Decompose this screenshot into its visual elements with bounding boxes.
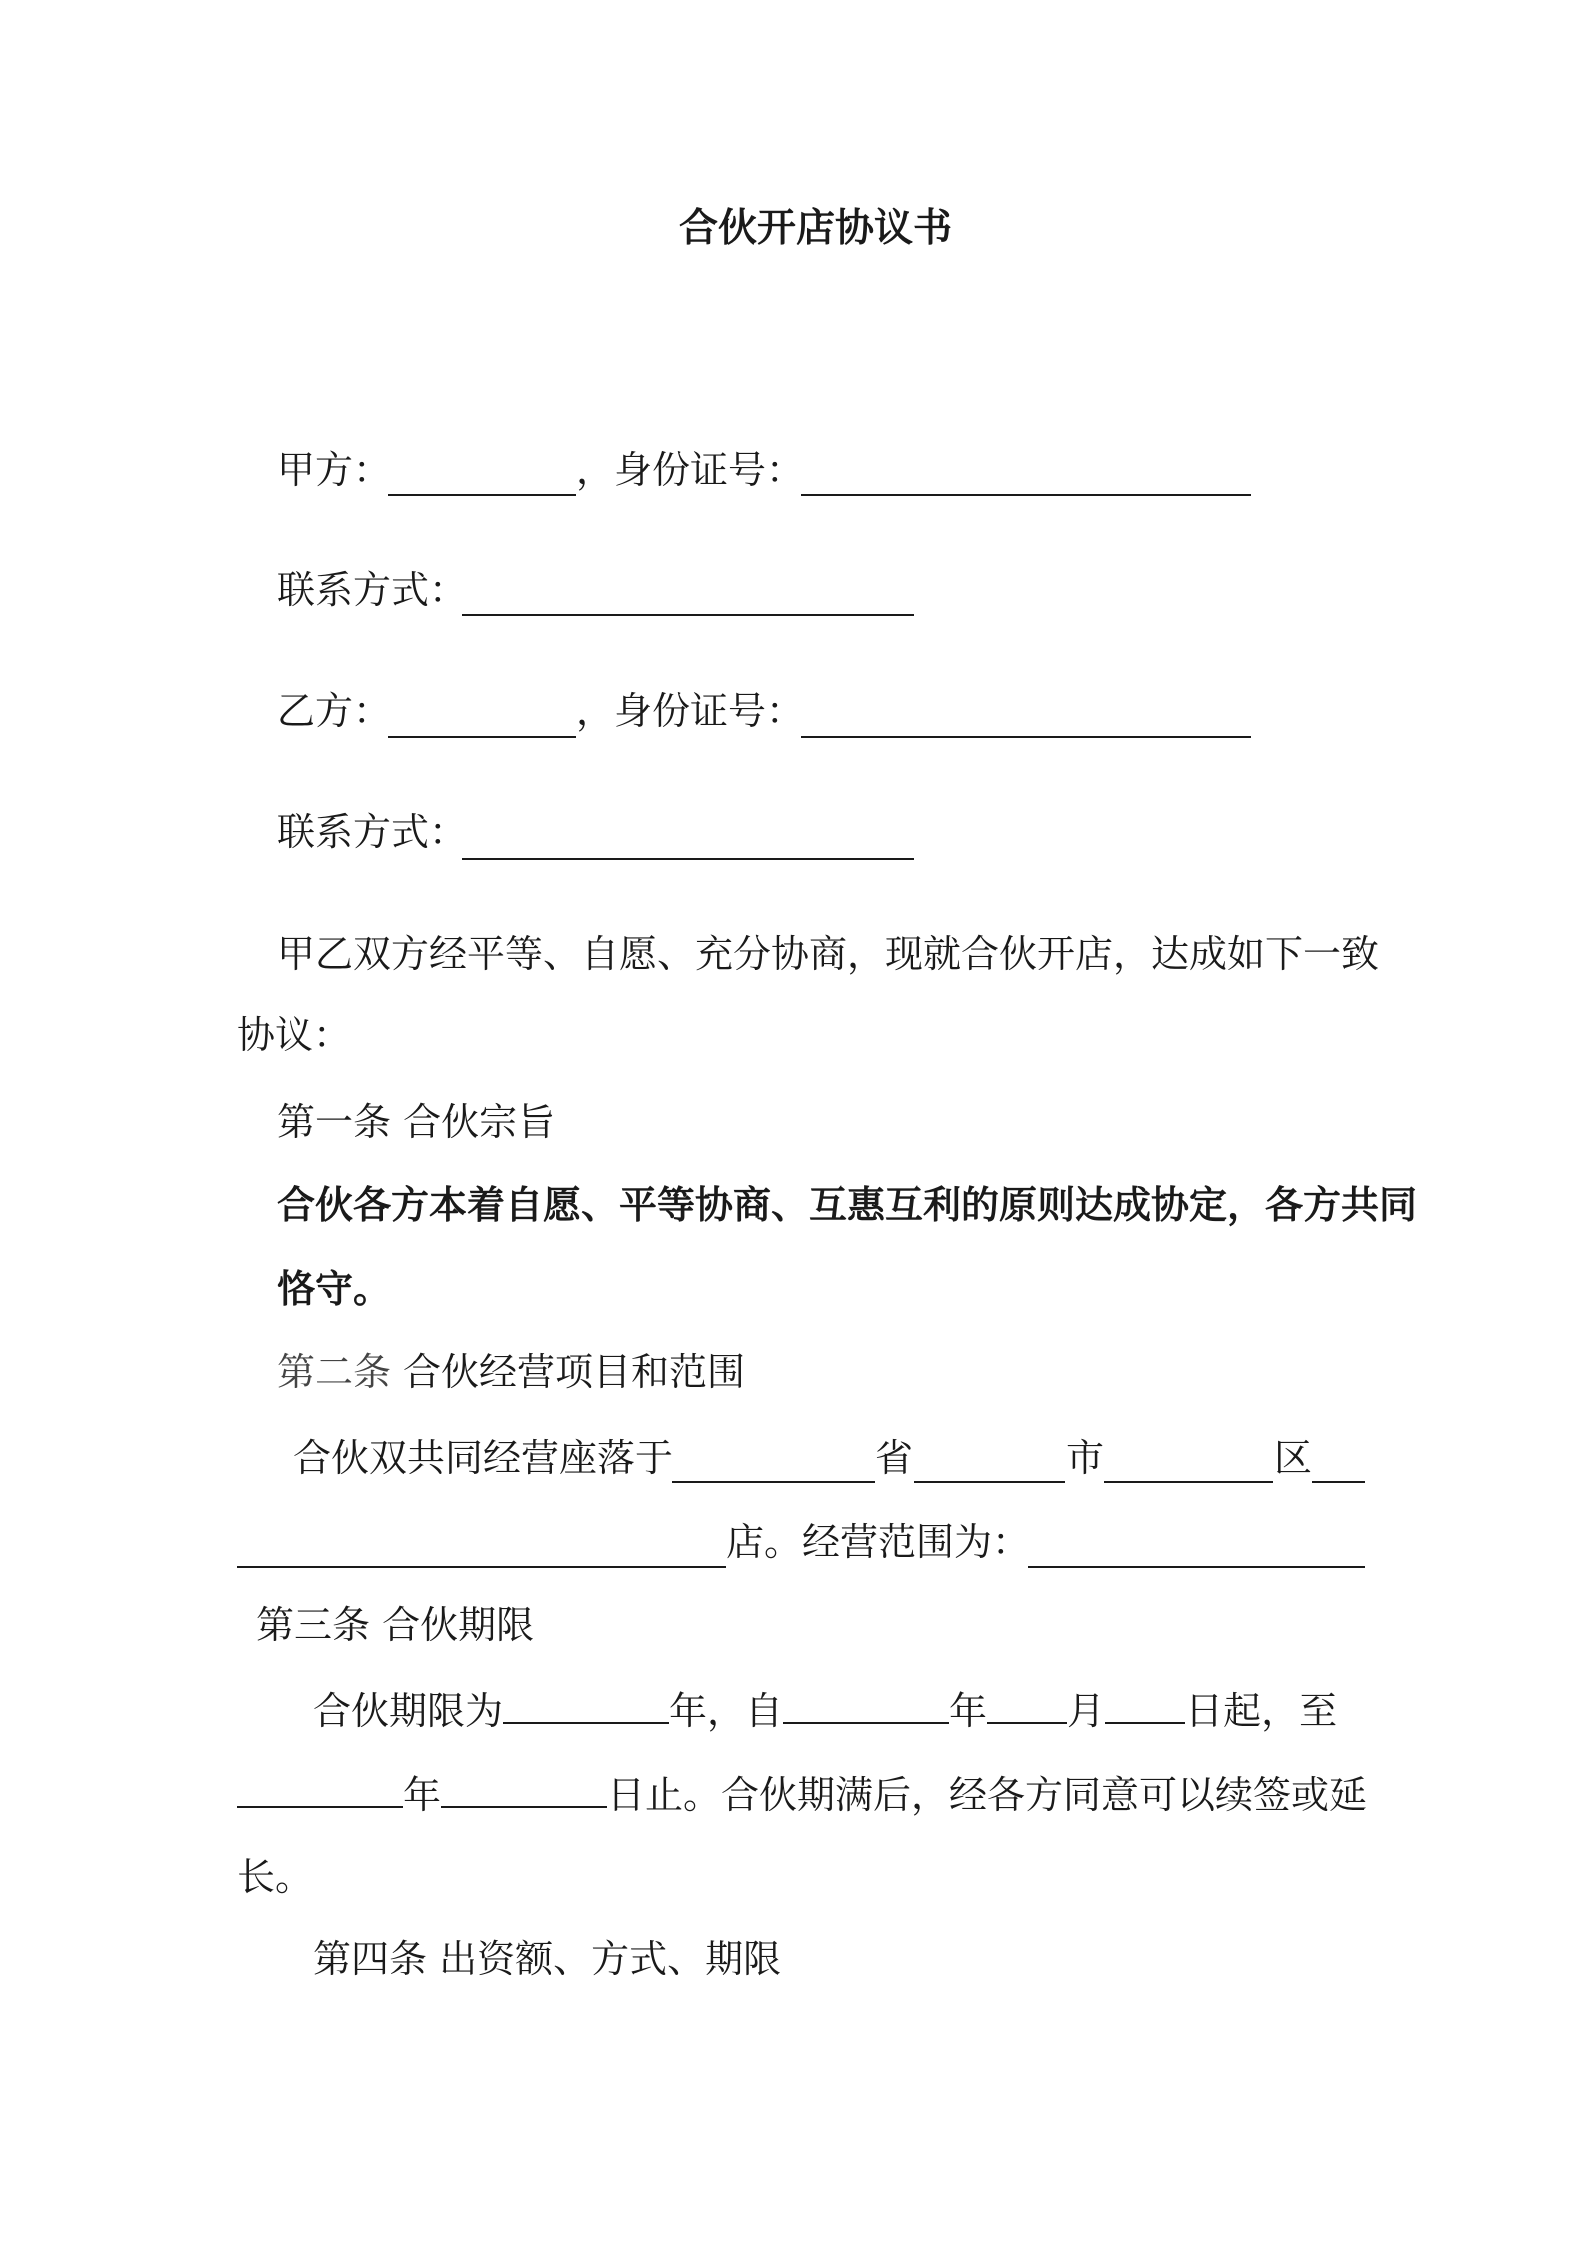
term-line-1 (313, 1689, 1338, 1733)
start-day-label: 日起，至 (1185, 1689, 1338, 1733)
article-3-heading: 第三条 合伙期限 (256, 1603, 535, 1647)
contact-a-label: 联系方式： (277, 568, 468, 612)
end-year-label: 年 (403, 1773, 442, 1817)
party-b-label: 乙方： (277, 689, 392, 733)
start-year-label: 年 (949, 1689, 988, 1733)
term-end-suffix: 日止。合伙期满后，经各方同意可以续签或延 (607, 1773, 1368, 1817)
party-a-label: 甲方： (277, 448, 392, 492)
party-a-id-label: ，身份证号： (576, 448, 805, 492)
document-title: 合伙开店协议书 (679, 206, 953, 251)
city-blank[interactable] (914, 1481, 1065, 1483)
party-a-name-blank[interactable] (388, 494, 576, 496)
article-2-heading-prefix: 第二条 (277, 1350, 392, 1394)
article-4-heading: 第四条 出资额、方式、期限 (313, 1937, 782, 1981)
contact-b-label: 联系方式： (277, 810, 468, 854)
shop-name-blank[interactable] (237, 1566, 726, 1568)
province-blank[interactable] (672, 1481, 875, 1483)
start-month-label: 月 (1067, 1689, 1106, 1733)
intro-line-2: 协议： (237, 1013, 352, 1057)
party-b-name-blank[interactable] (388, 736, 576, 738)
article-1-body-line-1: 合伙各方本着自愿、平等协商、互惠互利的原则达成协定，各方共同 (277, 1183, 1418, 1227)
article-2-location-prefix: 合伙双共同经营座落于 (293, 1436, 674, 1480)
contact-a-blank[interactable] (462, 614, 914, 616)
district-detail-blank[interactable] (1312, 1481, 1365, 1483)
contact-b-blank[interactable] (462, 858, 914, 860)
province-label: 省 (875, 1436, 914, 1480)
start-year-blank[interactable] (783, 1690, 949, 1724)
end-day-blank[interactable] (441, 1774, 607, 1808)
business-scope-blank[interactable] (1028, 1566, 1365, 1568)
term-year-from: 年，自 (669, 1689, 784, 1733)
city-label: 市 (1066, 1436, 1105, 1480)
intro-line-1: 甲乙双方经平等、自愿、充分协商，现就合伙开店，达成如下一致 (277, 932, 1380, 976)
party-b-id-label: ，身份证号： (576, 689, 805, 733)
article-2-heading (277, 1350, 746, 1394)
article-2-heading-title: 合伙经营项目和范围 (403, 1350, 746, 1394)
party-b-id-blank[interactable] (801, 736, 1251, 738)
article-1-body-line-2: 恪守。 (277, 1267, 392, 1311)
start-day-blank[interactable] (1105, 1690, 1185, 1724)
end-year-blank[interactable] (237, 1774, 403, 1808)
term-line-2 (237, 1773, 1368, 1817)
district-blank[interactable] (1104, 1481, 1273, 1483)
party-a-id-blank[interactable] (801, 494, 1251, 496)
article-1-heading: 第一条 合伙宗旨 (277, 1100, 556, 1144)
start-month-blank[interactable] (987, 1690, 1067, 1724)
district-label: 区 (1274, 1436, 1313, 1480)
shop-suffix: 店。经营范围为： (726, 1520, 1031, 1564)
term-prefix: 合伙期限为 (313, 1689, 504, 1733)
term-years-blank[interactable] (503, 1690, 669, 1724)
term-line-3: 长。 (237, 1855, 314, 1899)
